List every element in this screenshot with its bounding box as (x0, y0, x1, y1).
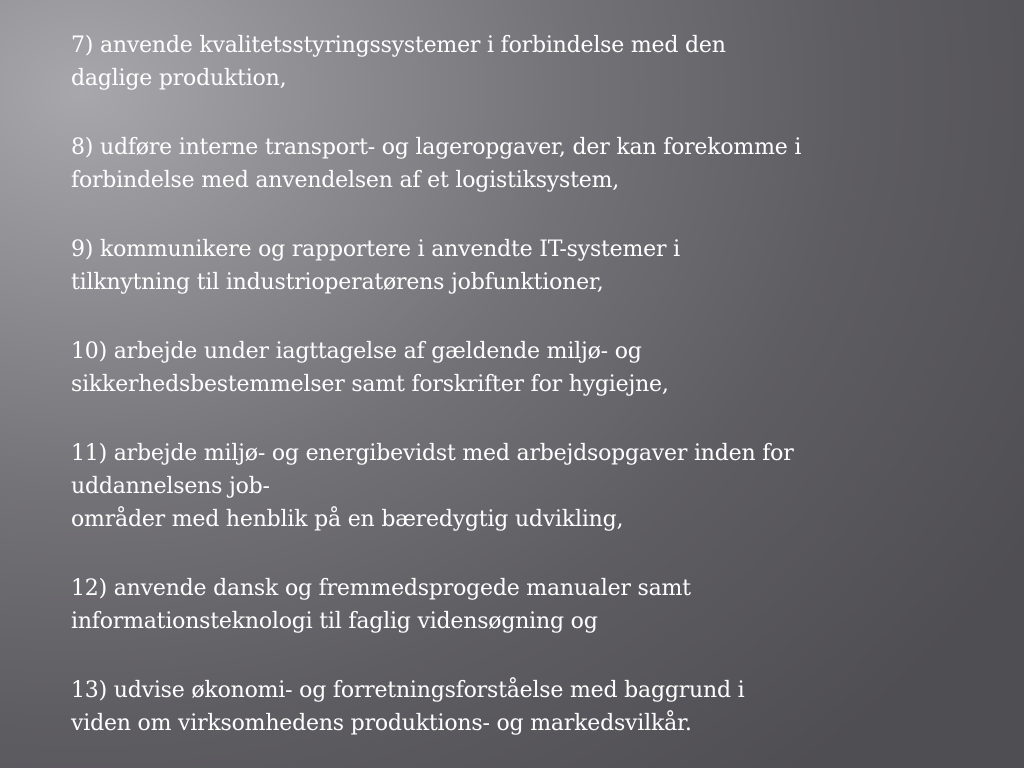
text-line: 10) arbejde under iagttagelse af gældende miljø- og (71, 339, 642, 364)
text-line: forbindelse med anvendelsen af et logistiksystem, (71, 168, 620, 193)
text-line: informationsteknologi til faglig vidensøgning og (71, 609, 598, 634)
list-item-13 (71, 674, 971, 740)
list-item-9 (71, 233, 971, 299)
slide-body-text (71, 29, 971, 740)
text-line: 7) anvende kvalitetsstyringssystemer i forbindelse med den (71, 33, 726, 58)
list-item-10 (71, 335, 971, 401)
text-line: 11) arbejde miljø- og energibevidst med arbejdsopgaver inden for (71, 441, 794, 466)
text-line: viden om virksomhedens produktions- og markedsvilkår. (71, 711, 692, 736)
text-line: 8) udføre interne transport- og lageropgaver, der kan forekomme i (71, 135, 802, 160)
list-item-12 (71, 572, 971, 638)
text-line: 9) kommunikere og rapportere i anvendte IT-systemer i (71, 237, 680, 262)
text-line: uddannelsens job- (71, 474, 270, 499)
text-line: sikkerhedsbestemmelser samt forskrifter for hygiejne, (71, 372, 669, 397)
text-line: 12) anvende dansk og fremmedsprogede manualer samt (71, 576, 691, 601)
text-line: områder med henblik på en bæredygtig udvikling, (71, 507, 624, 532)
text-line: 13) udvise økonomi- og forretningsforståelse med baggrund i (71, 678, 745, 703)
list-item-7 (71, 29, 971, 95)
text-line: daglige produktion, (71, 66, 287, 91)
list-item-8 (71, 131, 971, 197)
list-item-11 (71, 437, 971, 536)
text-line: tilknytning til industrioperatørens jobfunktioner, (71, 270, 604, 295)
